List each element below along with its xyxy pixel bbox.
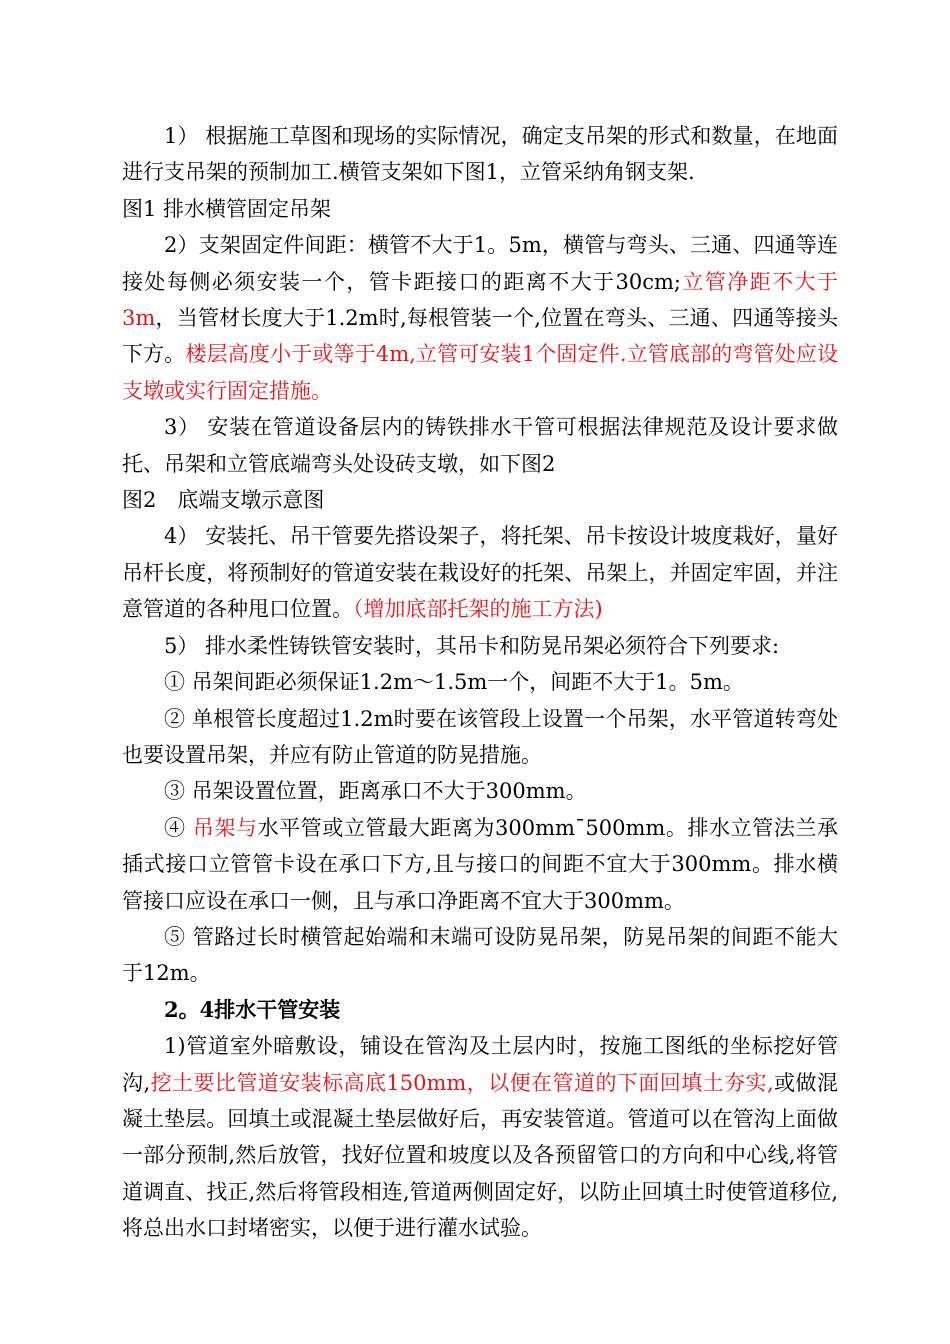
list-item-5: ⑤ 管路过长时横管起始端和末端可设防晃吊架，防晃吊架的间距不能大于12m。: [122, 924, 838, 986]
paragraph-6: [122, 1028, 838, 1246]
paragraph-4-text: 4） 安装托、吊干管要先搭设架子，将托架、吊卡按设计坡度栽好，量好吊杆长度，将预制好的管道安装在栽设好的托架、吊架上，并固定牢固，并注意管道的各种甩口位置。: [122, 524, 838, 622]
list-item-3: ③ 吊架设置位置，距离承口不大于300mm。: [164, 779, 587, 804]
list-item-1: ① 吊架间距必须保证1.2m～1.5m一个，间距不大于1。5m。: [164, 670, 744, 695]
paragraph-2-text-c: ，当管材长度大于1.2m时,每根管装一个,位置在弯头、三通、四通等接头下方。: [122, 306, 838, 367]
paragraph-6-text-c: 或做混凝土垫层。回填土或混凝土垫层做好后，再安装管道。管道可以在管沟上面做一部分预制,然后放管，找好位置和坡度以及各预留管口的方向和中心线,将管道调直、找正,然后将管段相连,管道两侧固定好，以防止回填土时使管道移位,将总出水口封堵密实，以便于进行灌水试验。: [122, 1070, 838, 1241]
paragraph-4-highlight-note: （增加底部托架的施工方法): [353, 597, 603, 622]
list-item-2: ② 单根管长度超过1.2m时要在该管段上设置一个吊架，水平管道转弯处也要设置吊架，并应有防止管道的防晃措施。: [122, 706, 838, 767]
paragraph-4: [122, 518, 838, 627]
paragraph-1: 1） 根据施工草图和现场的实际情况，确定支吊架的形式和数量，在地面进行支吊架的预制加工.横管支架如下图1，立管采纳角钢支架.: [122, 124, 838, 185]
section-heading: 2。4排水干管安装: [164, 996, 341, 1022]
document-body: [122, 118, 838, 1247]
list-item-4-highlight: 吊架与: [192, 815, 258, 840]
paragraph-5: 5） 排水柔性铸铁管安装时，其吊卡和防晃吊架必须符合下列要求:: [164, 633, 780, 658]
figure-2-caption: 图2 底端支墩示意图: [122, 488, 325, 513]
paragraph-6-highlight-excavation: 挖土要比管道安装标高底150mm，以便在管道的下面回填土夯实,: [150, 1070, 774, 1095]
list-item-4-marker: ④: [164, 815, 193, 840]
paragraph-3: 3） 安装在管道设备层内的铸铁排水干管可根据法律规范及设计要求做托、吊架和立管底端弯头处设砖支墩，如下图2: [122, 415, 838, 476]
paragraph-2-highlight-riser-spacing: 立管净距不大于3m: [122, 269, 838, 331]
paragraph-2-text-a: 2）支架固定件间距：横管不大于1。5m，横管与弯头、三通、四通等连接处每侧必须安装一个，管卡距接口的距离不大于30cm;: [122, 233, 838, 294]
figure-1-caption: 图1 排水横管固定吊架: [122, 196, 332, 221]
paragraph-6-text-a: 1)管道室外暗敷设，铺设在管沟及土层内时，按施工图纸的坐标挖好管沟,: [122, 1034, 838, 1095]
paragraph-2-highlight-floor-height: 楼层高度小于或等于4m,立管可安装1个固定件.立管底部的弯管处应设支墩或实行固定措施。: [122, 342, 839, 403]
paragraph-2: [122, 227, 838, 409]
list-item-4-text: 水平管或立管最大距离为300mm¯500mm。排水立管法兰承插式接口立管管卡设在承口下方,且与接口的间距不宜大于300mm。排水横管接口应设在承口一侧，且与承口净距离不宜大于300mm。: [122, 815, 838, 913]
list-item-4: [122, 810, 838, 919]
